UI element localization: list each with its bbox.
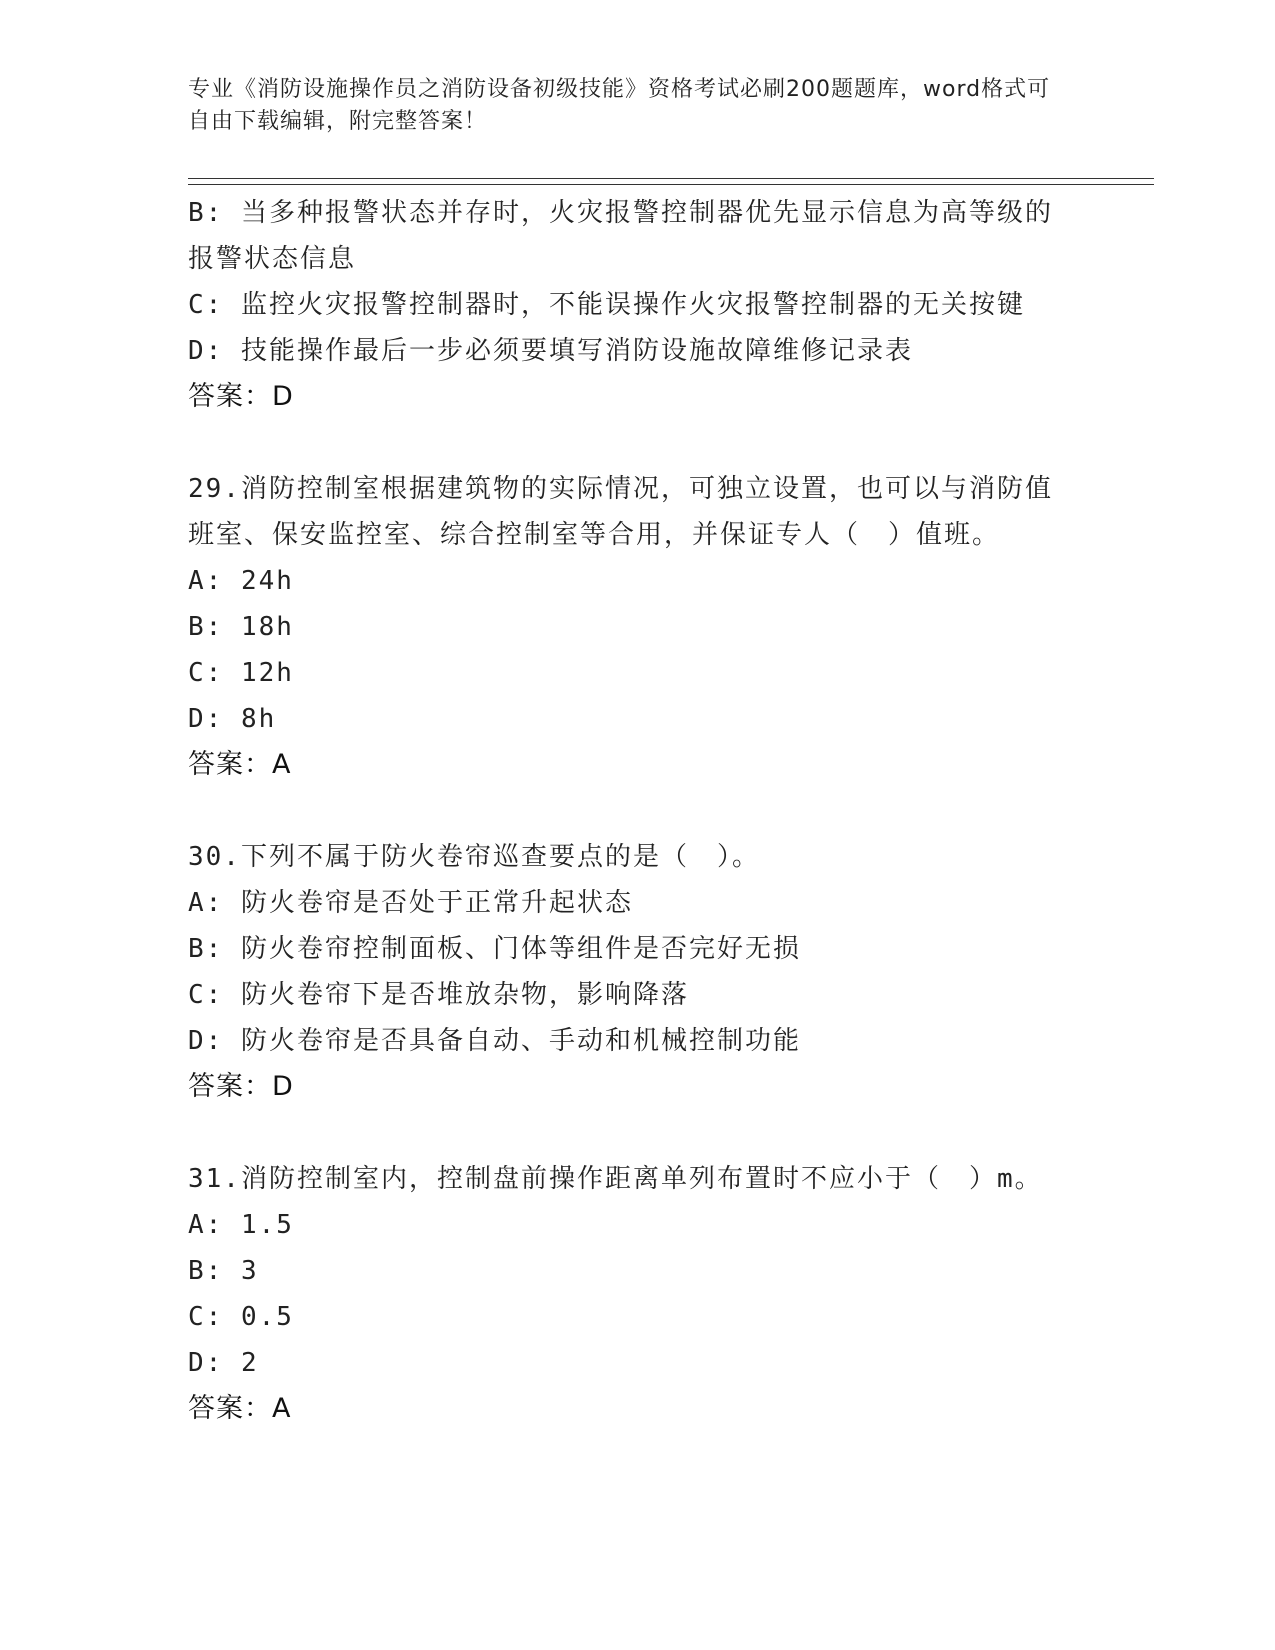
document-header: [188, 74, 1068, 138]
question-30: [188, 834, 1088, 1110]
q30-option-d: D: 防火卷帘是否具备自动、手动和机械控制功能: [188, 1026, 801, 1056]
q31-option-a: A: 1.5: [188, 1210, 294, 1240]
q31-stem: 31.消防控制室内，控制盘前操作距离单列布置时不应小于（ ）m。: [188, 1164, 1043, 1194]
q28-option-c: C: 监控火灾报警控制器时，不能误操作火灾报警控制器的无关按键: [188, 290, 1025, 320]
q28-option-d: D: 技能操作最后一步必须要填写消防设施故障维修记录表: [188, 336, 913, 366]
q31-option-d: D: 2: [188, 1348, 259, 1378]
q30-option-a: A: 防火卷帘是否处于正常升起状态: [188, 888, 633, 918]
q31-answer: 答案：A: [188, 1393, 292, 1424]
question-29: [188, 466, 1088, 788]
q28-option-b-line2: 报警状态信息: [188, 244, 357, 274]
q31-option-c: C: 0.5: [188, 1302, 294, 1332]
q29-option-a: A: 24h: [188, 566, 294, 596]
header-title: 专业《消防设施操作员之消防设备初级技能》资格考试必刷200题题库，word格式可自由下载编辑，附完整答案！: [188, 77, 1051, 134]
question-28-tail: [188, 190, 1088, 420]
q29-stem-line2: 班室、保安监控室、综合控制室等合用，并保证专人（ ）值班。: [188, 520, 1001, 550]
q30-option-b: B: 防火卷帘控制面板、门体等组件是否完好无损: [188, 934, 801, 964]
question-31: [188, 1156, 1088, 1432]
q30-answer: 答案：D: [188, 1071, 294, 1102]
q30-stem: 30.下列不属于防火卷帘巡查要点的是（ ）。: [188, 842, 760, 872]
q28-option-b-line1: B: 当多种报警状态并存时，火灾报警控制器优先显示信息为高等级的: [188, 198, 1053, 228]
question-spacer: [188, 788, 1088, 834]
q31-option-b: B: 3: [188, 1256, 259, 1286]
header-divider: [188, 178, 1154, 185]
question-spacer: [188, 420, 1088, 466]
q29-stem-line1: 29.消防控制室根据建筑物的实际情况，可独立设置，也可以与消防值: [188, 474, 1053, 504]
q29-option-b: B: 18h: [188, 612, 294, 642]
q29-option-d: D: 8h: [188, 704, 277, 734]
q30-option-c: C: 防火卷帘下是否堆放杂物，影响降落: [188, 980, 689, 1010]
q29-answer: 答案：A: [188, 749, 292, 780]
question-content: [188, 190, 1088, 1432]
q28-answer: 答案：D: [188, 381, 294, 412]
question-spacer: [188, 1110, 1088, 1156]
q29-option-c: C: 12h: [188, 658, 294, 688]
